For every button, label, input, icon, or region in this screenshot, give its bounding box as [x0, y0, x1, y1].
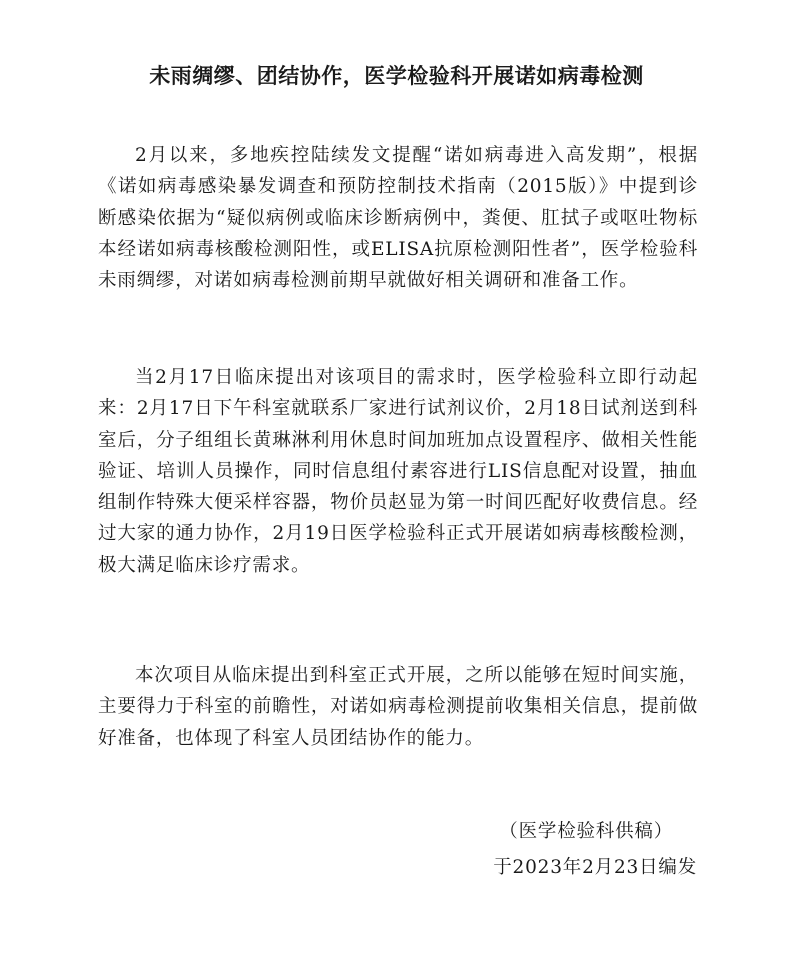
article-source: （医学检验科供稿）	[499, 821, 673, 842]
article-date: 于2023年2月23日编发	[493, 857, 697, 878]
article-paragraph-1: 2月以来，多地疾控陆续发文提醒“诺如病毒进入高发期”，根据《诺如病毒感染暴发调查和预防控制技术指南（2015版）》中提到诊断感染依据为“疑似病例或临床诊断病例中，粪便、肛拭子或呕吐物标本经诺如病毒核酸检测阳性，或ELISA抗原检测阳性者”，医学检验科未雨绸缪，对诺如病毒检测前期早就做好相关调研和准备工作。	[98, 145, 698, 292]
article-paragraph-2: 当2月17日临床提出对该项目的需求时，医学检验科立即行动起来：2月17日下午科室就联系厂家进行试剂议价，2月18日试剂送到科室后，分子组组长黄琳淋利用休息时间加班加点设置程序、做相关性能验证、培训人员操作，同时信息组付素容进行LIS信息配对设置，抽血组制作特殊大便采样容器，物价员赵显为第一时间匹配好收费信息。经过大家的通力协作，2月19日医学检验科正式开展诺如病毒核酸检测，极大满足临床诊疗需求。	[98, 367, 698, 576]
article-paragraph-3: 本次项目从临床提出到科室正式开展，之所以能够在短时间实施，主要得力于科室的前瞻性，对诺如病毒检测提前收集相关信息，提前做好准备，也体现了科室人员团结协作的能力。	[98, 665, 698, 749]
article-title: 未雨绸缪、团结协作，医学检验科开展诺如病毒检测	[149, 64, 644, 88]
